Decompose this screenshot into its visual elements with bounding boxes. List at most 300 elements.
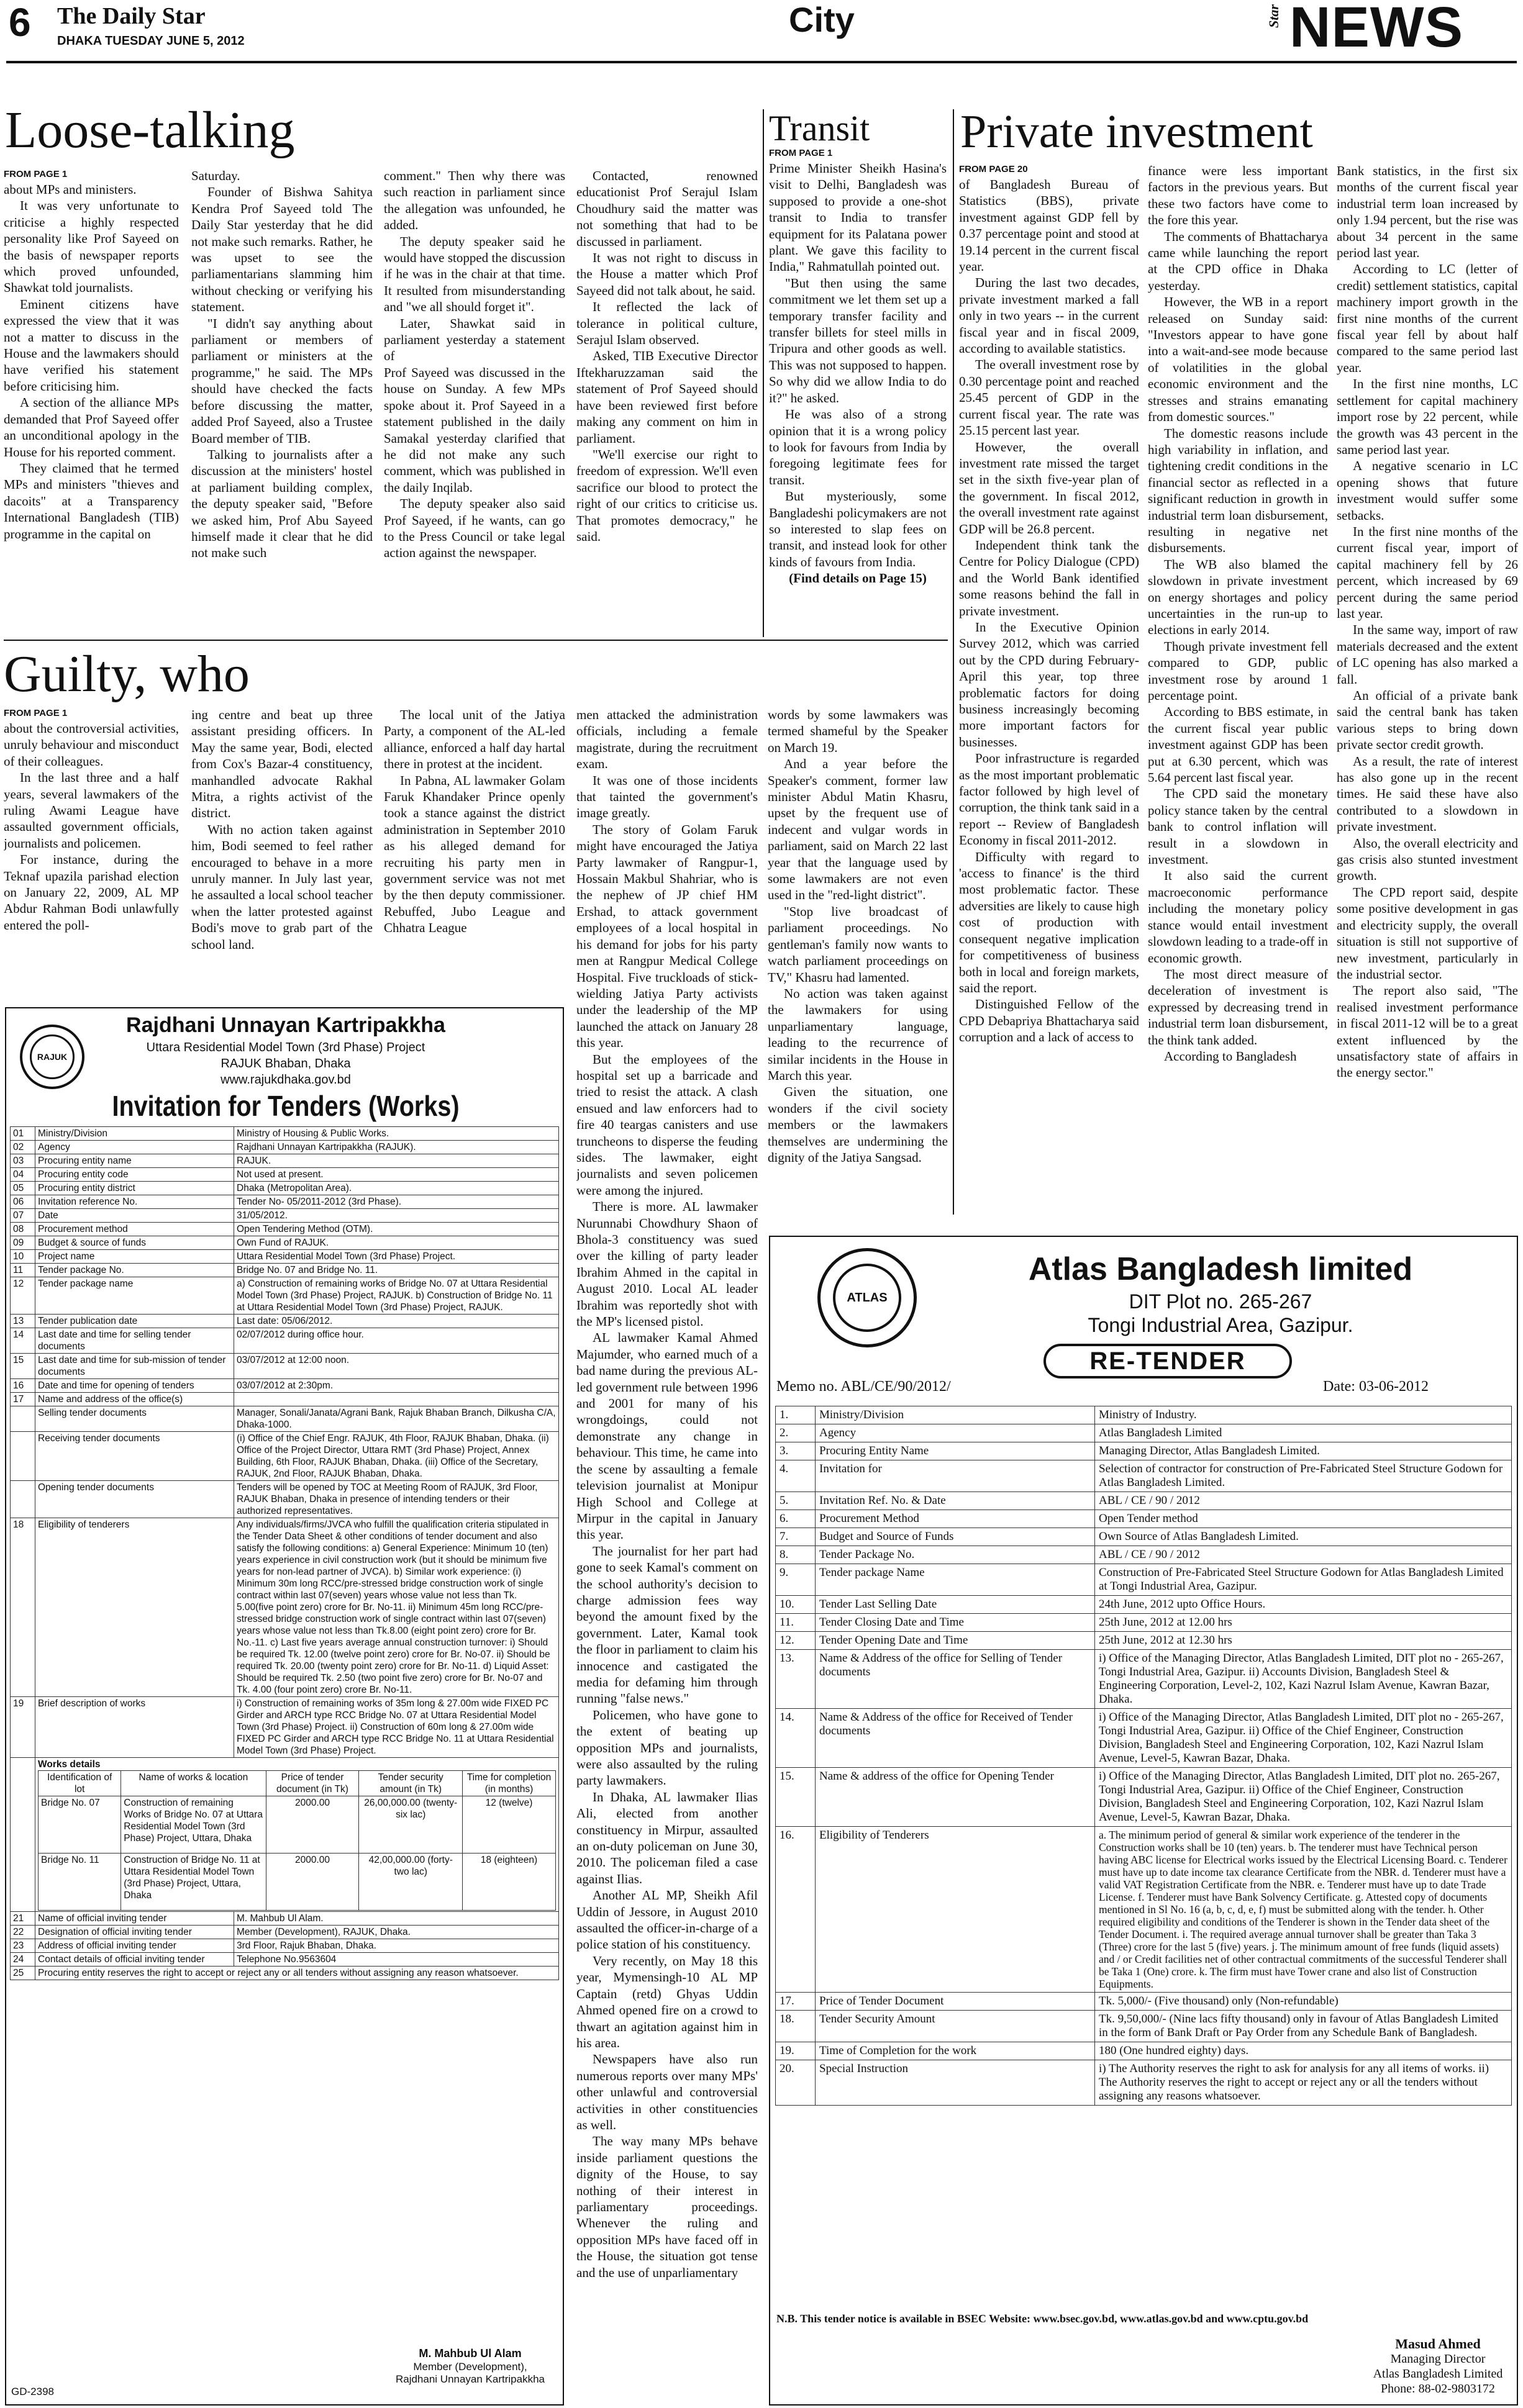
- row-number: 08: [11, 1223, 35, 1236]
- row-value: a. The minimum period of general & similar work experience of the tenderer in the Construction works shall be 10 (ten) years. b. The tenderer must have Technical person having ABC license for Electrical works issued by the Electrical Licensing Board. c. Tenderer must have up to date income tax clearance Certificate from the NBR. d. Tenderer must have a valid VAT Registration Certificate from the NBR. e. Tenderer must have up to date Trade License. f. Tenderer must have Bank Solvency Certificate. g. Attested copy of documents mentioned in Sl No. 16 (a, b, c, d, e, f) must be submitted along with the tender. h. Other required eligibility and conditions of the Tenderer is shown in the Tender data sheet of the Tender Document. i. The required average annual turnover shall be greater than Taka 3 (Three) crore for the last 5 (five) years. j. The minimum amount of free funds (liquid assets) and / or Credit facilities net of other contractual commitments of the successful Tenderer shall be Taka 1 (One) crore. k. The firm must have Tower crane and also list of Construction Equipments.: [1095, 1827, 1512, 1993]
- rajuk-title: Invitation for Tenders (Works): [112, 1090, 460, 1122]
- works-cell: 18 (eighteen): [463, 1854, 556, 1911]
- transit-p: "But then using the same commitment we let them set up a temporary transfer facility and transfer billets for steel mills in Tripura and other goods as well. This was not supposed to happen. So why did we allow India to do it?" he asked.: [769, 275, 947, 405]
- row-value: Open Tender method: [1095, 1510, 1512, 1528]
- loose-p: Founder of Bishwa Sahitya Kendra Prof Sayeed told The Daily Star yesterday that he did not make such remarks. Rather, he was upset to see the parliamentarians slamming him without checking or verifying his statement.: [191, 184, 373, 315]
- row-label: Last date and time for sub-mission of tender documents: [35, 1354, 234, 1379]
- private-p: In the first nine months, LC settlement for capital machinery import rose by 22 percent, while the growth was 43 percent in the same period last year.: [1337, 376, 1518, 457]
- row-number: 17.: [776, 1993, 816, 2011]
- row-value: 180 (One hundred eighty) days.: [1095, 2042, 1512, 2060]
- row-value: Managing Director, Atlas Bangladesh Limited.: [1095, 1442, 1512, 1460]
- works-header: Identification of lot: [39, 1771, 121, 1796]
- divider: [953, 109, 954, 1215]
- guilty-p: With no action taken against him, Bodi seemed to feel rather encouraged to behave in a more unruly manner. In July last year, he assaulted a local school teacher when the latter protested against Bodi's move to grab part of the school land.: [191, 822, 373, 952]
- table-row: [776, 1528, 1512, 1546]
- row-value: 03/07/2012 at 12:00 noon.: [234, 1354, 559, 1379]
- table-row: [11, 1264, 559, 1277]
- table-row: [11, 1354, 559, 1379]
- row-number: 16.: [776, 1827, 816, 1993]
- private-p: Though private investment fell compared to GDP, public investment rose by around 1 percentage point.: [1148, 638, 1328, 703]
- works-cell: 2000.00: [266, 1854, 359, 1911]
- atlas-tender-ad: [769, 1236, 1518, 2406]
- loose-col-4: [576, 168, 758, 633]
- row-number: 17: [11, 1393, 35, 1406]
- atlas-nb: N.B. This tender notice is available in BSEC Website: www.bsec.gov.bd, www.atlas.gov.bd and www.cptu.gov.bd: [776, 2312, 1309, 2325]
- star-logo: Star: [1265, 4, 1281, 28]
- row-label: Price of Tender Document: [816, 1993, 1095, 2011]
- works-label: Works details: [38, 1759, 101, 1770]
- loose-p: Asked, TIB Executive Director Iftekharuzzaman said the statement of Prof Sayeed should have been reviewed first before making any comment on him in parliament.: [576, 348, 758, 446]
- row-number: 24: [11, 1953, 35, 1967]
- table-row: [11, 1912, 559, 1926]
- row-number: 15.: [776, 1768, 816, 1827]
- row-value: 3rd Floor, Rajuk Bhaban, Dhaka.: [234, 1939, 559, 1953]
- private-p: Also, the overall electricity and gas crisis also stunted investment growth.: [1337, 835, 1518, 884]
- rajuk-project: Uttara Residential Model Town (3rd Phase) Project: [146, 1041, 425, 1054]
- table-row: [11, 1926, 559, 1939]
- loose-p: The deputy speaker said he would have stopped the discussion if he was in the chair at that time. It resulted from misunderstanding and "we all should forget it".: [384, 233, 565, 315]
- loose-p: Later, Shawkat said in parliament yesterday a statement of: [384, 315, 565, 364]
- loose-p: Talking to journalists after a discussion at the ministers' hostel at parliament building complex, the deputy speaker said, "Before we asked him, Prof Abu Sayeed himself made it clear that he did not make such: [191, 446, 373, 561]
- row-value: 24th June, 2012 upto Office Hours.: [1095, 1596, 1512, 1614]
- row-number: 25: [11, 1967, 35, 1980]
- headline-guilty-who: Guilty, who: [4, 645, 250, 703]
- rajuk-org: Rajdhani Unnayan Kartripakkha: [126, 1013, 445, 1037]
- row-number: 6.: [776, 1510, 816, 1528]
- rajuk-logo-text: RAJUK: [30, 1034, 75, 1079]
- row-value: a) Construction of remaining works of Bridge No. 07 at Uttara Residential Model Town (3rd Phase) Project, RAJUK. b) Construction of Bridge No. 11 at Uttara Residential Model Town (3rd Phase) Project, RAJUK.: [234, 1277, 559, 1315]
- row-label: Contact details of official inviting tender: [35, 1953, 234, 1967]
- private-p: The comments of Bhattacharya came while launching the report at the CPD office in Dhaka yesterday.: [1148, 229, 1328, 293]
- table-row: [39, 1796, 556, 1854]
- row-number: 16: [11, 1379, 35, 1393]
- row-value: ABL / CE / 90 / 2012: [1095, 1492, 1512, 1510]
- rajuk-web[interactable]: www.rajukdhaka.gov.bd: [220, 1073, 351, 1087]
- private-p: During the last two decades, private investment marked a fall only in two years -- in the current fiscal year and in fiscal 2009, according to available statistics.: [959, 275, 1139, 356]
- row-value: 31/05/2012.: [234, 1209, 559, 1223]
- atlas-address-2: Tongi Industrial Area, Gazipur.: [1088, 1314, 1353, 1336]
- row-label: Tender Package No.: [816, 1546, 1095, 1564]
- table-row: [11, 1393, 559, 1406]
- private-p: Difficulty with regard to 'access to finance' is the third most problematic factor. These adversities are likely to cause high cost of production with consequent negative implication for competitiveness of business both in local and foreign markets, said the report.: [959, 849, 1139, 995]
- guilty-p: men attacked the administration officials, including a female magistrate, during the recruitment exam.: [576, 707, 758, 772]
- guilty-p: The local unit of the Jatiya Party, a component of the AL-led alliance, enforced a half day hartal there in protest at the incident.: [384, 707, 565, 772]
- private-p: A negative scenario in LC opening shows that future investment would suffer some setbacks.: [1337, 458, 1518, 523]
- table-row: [776, 2060, 1512, 2106]
- row-number: 18.: [776, 2011, 816, 2042]
- transit-p: He was also of a strong opinion that it is a wrong policy to look for favours from India by foregoing legitimate fees for transit.: [769, 407, 947, 487]
- private-p: As a result, the rate of interest has also gone up in the recent times. He said these have also contributed to a slowdown in private investment.: [1337, 753, 1518, 835]
- table-row: [11, 1328, 559, 1354]
- row-value: Last date: 05/06/2012.: [234, 1315, 559, 1328]
- works-cell: Bridge No. 11: [39, 1854, 121, 1911]
- dateline: DHAKA TUESDAY JUNE 5, 2012: [57, 34, 245, 48]
- table-row: [11, 1406, 559, 1432]
- guilty-p: In Dhaka, AL lawmaker Ilias Ali, elected from another constituency in Mirpur, assaulted an on-duty policeman on June 30, 2010. The policeman filed a case against Ilias.: [576, 1789, 758, 1886]
- guilty-p: Newspapers have also run numerous reports over many MPs' other unlawful and controversial activities in other constituencies as well.: [576, 2052, 758, 2132]
- table-row: [776, 1564, 1512, 1596]
- row-value: Own Fund of RAJUK.: [234, 1236, 559, 1250]
- loose-p: It was very unfortunate to criticise a highly respected personality like Prof Sayeed on the basis of newspaper reports which proved unfounded, Shawkat told journalists.: [4, 198, 179, 296]
- section-right: NEWS: [1289, 0, 1463, 59]
- row-number: 3.: [776, 1442, 816, 1460]
- table-row: [11, 1182, 559, 1195]
- guilty-col-3: [384, 707, 565, 998]
- row-number: 22: [11, 1926, 35, 1939]
- row-value: Construction of Pre-Fabricated Steel Structure Godown for Atlas Bangladesh Limited at Tongi Industrial Area, Gazipur.: [1095, 1564, 1512, 1596]
- row-label: Tender publication date: [35, 1315, 234, 1328]
- row-number: 01: [11, 1127, 35, 1141]
- row-number: 07: [11, 1209, 35, 1223]
- row-number: 21: [11, 1912, 35, 1926]
- private-p: Poor infrastructure is regarded as the most important problematic factor followed by high level of corruption, the think tank said in a report -- Review of Bangladesh Economy in fiscal 2011-2012.: [959, 751, 1139, 848]
- transit-ref: (Find details on Page 15): [789, 571, 927, 586]
- row-value: Telephone No.9563604: [234, 1953, 559, 1967]
- row-number: 13: [11, 1315, 35, 1328]
- private-p: An official of a private bank said the central bank has taken various steps to bring down private sector credit growth.: [1337, 688, 1518, 753]
- loose-p: It reflected the lack of tolerance in political culture, Serajul Islam observed.: [576, 299, 758, 348]
- row-label: Date: [35, 1209, 234, 1223]
- atlas-table: [775, 1406, 1512, 2106]
- row-label: Tender Opening Date and Time: [816, 1632, 1095, 1650]
- row-label: Brief description of works: [35, 1697, 234, 1758]
- private-p: of Bangladesh Bureau of Statistics (BBS), private investment against GDP fell by 0.37 percentage point and stood at 19.14 percent in the current fiscal year.: [959, 177, 1139, 274]
- row-value: M. Mahbub Ul Alam.: [234, 1912, 559, 1926]
- row-label: Procuring Entity Name: [816, 1442, 1095, 1460]
- table-row: [11, 1697, 559, 1758]
- atlas-date: Date: 03-06-2012: [1323, 1378, 1429, 1395]
- table-row: [776, 1424, 1512, 1442]
- atlas-memo: Memo no. ABL/CE/90/2012/: [776, 1378, 951, 1395]
- re-tender-badge: RE-TENDER: [1043, 1344, 1292, 1378]
- works-table: [38, 1770, 556, 1911]
- row-value: Uttara Residential Model Town (3rd Phase) Project.: [234, 1250, 559, 1264]
- row-value: Member (Development), RAJUK, Dhaka.: [234, 1926, 559, 1939]
- row-number: 06: [11, 1195, 35, 1209]
- row-value: Not used at present.: [234, 1168, 559, 1182]
- atlas-logo: [817, 1248, 917, 1347]
- works-cell: Bridge No. 07: [39, 1796, 121, 1854]
- loose-col-1: [4, 168, 179, 633]
- table-row: [11, 1209, 559, 1223]
- row-label: Procuring entity reserves the right to accept or reject any or all tenders without assigning any reason whatsoever.: [35, 1967, 559, 1980]
- row-label: Tender package No.: [35, 1264, 234, 1277]
- row-number: 7.: [776, 1528, 816, 1546]
- row-label: Procuring entity district: [35, 1182, 234, 1195]
- row-label: Name & address of the office for Opening Tender: [816, 1768, 1095, 1827]
- private-p: It also said the current macroeconomic performance including the monetary policy stance would entail investment slowdown leading to a trade-off in economic growth.: [1148, 868, 1328, 966]
- row-value: Tk. 5,000/- (Five thousand) only (Non-refundable): [1095, 1993, 1512, 2011]
- row-value: RAJUK.: [234, 1154, 559, 1168]
- table-row: [776, 1632, 1512, 1650]
- loose-p: Saturday.: [191, 168, 240, 183]
- table-row: [11, 1379, 559, 1393]
- loose-p: "I didn't say anything about parliament or members of parliament or ministers at the programme," he said. The MPs should have checked the facts before discussing the matter, added Prof Sayeed, also a Trustee Board member of TIB.: [191, 315, 373, 446]
- table-row: [11, 1758, 559, 1912]
- private-p: The most direct measure of deceleration of investment is expressed by decreasing trend in industrial term loan disbursement, the think tank added.: [1148, 966, 1328, 1048]
- row-value: [234, 1393, 559, 1406]
- row-value: Tk. 9,50,000/- (Nine lacs fifty thousand) only in favour of Atlas Bangladesh Limited in the form of Bank Draft or Pay Order from any Schedule Bank of Bangladesh.: [1095, 2011, 1512, 2042]
- private-p: The CPD said the monetary policy stance taken by the central bank to control inflation will result in a slowdown in investment.: [1148, 786, 1328, 867]
- guilty-p: In Pabna, AL lawmaker Golam Faruk Khandaker Prince openly took a stance against the district administration in September 2010 as his alleged demand for recruiting his party men in government service was not met by the then deputy commissioner. Rebuffed, Jubo League and Chhatra League: [384, 772, 565, 936]
- row-label: Address of official inviting tender: [35, 1939, 234, 1953]
- row-number: 10.: [776, 1596, 816, 1614]
- row-number: 11: [11, 1264, 35, 1277]
- private-col-1: [959, 163, 1139, 1212]
- guilty-p: Policemen, who have gone to the extent of beating up opposition MPs and journalists, were also assaulted by the ruling party lawmakers.: [576, 1707, 758, 1788]
- table-row: [11, 1432, 559, 1481]
- row-label: Last date and time for selling tender documents: [35, 1328, 234, 1354]
- works-header: Price of tender document (in Tk): [266, 1771, 359, 1796]
- atlas-signer: Masud Ahmed: [1395, 2336, 1481, 2351]
- rajuk-signer-org: Rajdhani Unnayan Kartripakkha: [395, 2373, 545, 2385]
- row-number: 19: [11, 1697, 35, 1758]
- private-col-3: [1337, 163, 1518, 1212]
- guilty-p: Given the situation, one wonders if the civil society members or the lawmakers themselves are undermining the dignity of the Jatiya Sangsad.: [768, 1084, 948, 1165]
- headline-private-investment: Private investment: [960, 106, 1313, 158]
- row-label: Name of official inviting tender: [35, 1912, 234, 1926]
- works-header: Name of works & location: [121, 1771, 266, 1796]
- row-label: Name & Address of the office for Selling of Tender documents: [816, 1650, 1095, 1709]
- row-label: Opening tender documents: [35, 1481, 234, 1518]
- table-row: [11, 1250, 559, 1264]
- row-number: 19.: [776, 2042, 816, 2060]
- section-rule: [4, 640, 948, 641]
- row-number: 8.: [776, 1546, 816, 1564]
- row-number: 10: [11, 1250, 35, 1264]
- row-label: Date and time for opening of tenders: [35, 1379, 234, 1393]
- table-row: [11, 1127, 559, 1141]
- table-row: [776, 2042, 1512, 2060]
- row-label: Agency: [816, 1424, 1095, 1442]
- rajuk-signer: M. Mahbub Ul Alam: [419, 2347, 522, 2360]
- private-p: The CPD report said, despite some positive development in gas and electricity supply, the overall situation is still not supportive of new investment, particularly in the industrial sector.: [1337, 884, 1518, 982]
- row-label: Project name: [35, 1250, 234, 1264]
- guilty-p: about the controversial activities, unruly behaviour and misconduct of their colleagues.: [4, 721, 179, 769]
- row-value: Own Source of Atlas Bangladesh Limited.: [1095, 1528, 1512, 1546]
- row-number: 15: [11, 1354, 35, 1379]
- paper-name: The Daily Star: [57, 3, 206, 29]
- loose-p: Eminent citizens have expressed the view that it was not a matter to discuss in the House and the lawmakers should have verified his statement before criticising him.: [4, 296, 179, 394]
- loose-p: A section of the alliance MPs demanded that Prof Sayeed offer an unconditional apology in the House for his reported comment.: [4, 395, 179, 459]
- row-value: i) Construction of remaining works of 35m long & 27.00m wide FIXED PC Girder and ARCH type RCC Bridge No. 07 at Uttara Residential Model Town (3rd Phase) Project. ii) Construction of 60m long & 27.00m wide FIXED PC Girder and ARCH type RCC Bridge No. 11 at Uttara Residential Model Town (3rd Phase) Project.: [234, 1697, 559, 1758]
- rajuk-gd-code: GD-2398: [11, 2386, 54, 2397]
- rajuk-table: [10, 1126, 559, 1980]
- private-p: The WB also blamed the slowdown in private investment on energy shortages and policy uncertainties in the run-up to elections in early 2014.: [1148, 556, 1328, 638]
- row-label: Eligibility of Tenderers: [816, 1827, 1095, 1993]
- row-value: Atlas Bangladesh Limited: [1095, 1424, 1512, 1442]
- row-label: Special Instruction: [816, 2060, 1095, 2106]
- table-row: [776, 1460, 1512, 1492]
- rajuk-signer-title: Member (Development),: [413, 2361, 527, 2373]
- private-col-2: [1148, 163, 1328, 1212]
- row-label: Budget & source of funds: [35, 1236, 234, 1250]
- row-number: 13.: [776, 1650, 816, 1709]
- row-label: Tender Last Selling Date: [816, 1596, 1095, 1614]
- table-row: [39, 1771, 556, 1796]
- transit-col: [769, 147, 947, 631]
- row-label: Designation of official inviting tender: [35, 1926, 234, 1939]
- works-cell: 2000.00: [266, 1796, 359, 1854]
- row-value: Tenders will be opened by TOC at Meeting Room of RAJUK, 3rd Floor, RAJUK Bhaban, Dhaka in presence of intending tenders or their authorized representatives.: [234, 1481, 559, 1518]
- transit-p: But mysteriously, some Bangladeshi policymakers are not so interested to slap fees on transit, and instead look for other kinds of favours from India.: [769, 489, 947, 569]
- guilty-p: And a year before the Speaker's comment, former law minister Abdul Matin Khasru, upset by the frequent use of indecent and vulgar words in parliament, said on March 22 last year that the language used by some lawmakers are not even used in the "red-light district".: [768, 756, 948, 903]
- row-value: 03/07/2012 at 2:30pm.: [234, 1379, 559, 1393]
- row-label: Eligibility of tenderers: [35, 1518, 234, 1697]
- row-number: 02: [11, 1141, 35, 1154]
- table-row: [11, 1141, 559, 1154]
- row-number: 11.: [776, 1614, 816, 1632]
- guilty-p: It was one of those incidents that tainted the government's image greatly.: [576, 772, 758, 821]
- atlas-signer-org: Atlas Bangladesh Limited: [1373, 2367, 1503, 2381]
- guilty-p: ing centre and beat up three assistant presiding officers. In May the same year, Bodi, elected from Cox's Bazar-4 constituency, manhandled advocate Rakhal Mitra, a rights activist of the district.: [191, 707, 373, 821]
- row-number: 1.: [776, 1406, 816, 1424]
- table-row: [776, 1768, 1512, 1827]
- row-value: Dhaka (Metropolitan Area).: [234, 1182, 559, 1195]
- row-label: Selling tender documents: [35, 1406, 234, 1432]
- loose-col-3: [384, 168, 565, 633]
- row-label: Invitation for: [816, 1460, 1095, 1492]
- row-number: 23: [11, 1939, 35, 1953]
- row-value: Ministry of Housing & Public Works.: [234, 1127, 559, 1141]
- row-number: 14.: [776, 1709, 816, 1768]
- guilty-p: But the employees of the hospital set up a barricade and tried to resist the attack. A clash ensued and law enforcers had to fire 40 teargas canisters and use truncheons to disperse the feuding sides. The lawmaker, eight journalists and seven policemen were among the injured.: [576, 1051, 758, 1198]
- row-label: Receiving tender documents: [35, 1432, 234, 1481]
- row-label: Tender package Name: [816, 1564, 1095, 1596]
- works-cell: Construction of remaining Works of Bridge No. 07 at Uttara Residential Model Town (3rd Phase) Project, Uttara, Dhaka: [121, 1796, 266, 1854]
- masthead-rule: [6, 61, 1517, 63]
- loose-p: The deputy speaker also said Prof Sayeed, if he wants, can go to the Press Council or take legal action against the newspaper.: [384, 496, 565, 561]
- private-p: According to LC (letter of credit) settlement statistics, capital machinery import growth in the first nine months of the current fiscal year fell by about half compared to the same period last year.: [1337, 261, 1518, 375]
- loose-p: comment." Then why there was such reaction in parliament since the allegation was unfounded, he added.: [384, 168, 565, 233]
- row-number: 12: [11, 1277, 35, 1315]
- row-number: 9.: [776, 1564, 816, 1596]
- atlas-phone: Phone: 88-02-9803172: [1381, 2382, 1495, 2396]
- row-label: Ministry/Division: [816, 1406, 1095, 1424]
- guilty-p: The story of Golam Faruk might have encouraged the Jatiya Party lawmaker of Rangpur-1, Hossain Makbul Shahriar, who is the nephew of JP chief HM Ershad, to attack government employees of a local hospital in his demand for jobs for his party men at Rangpur Medical College Hospital. Five truckloads of stick-wielding Jatiya Party activists under the leadership of the MP launched the attack on January 28 this year.: [576, 822, 758, 1051]
- works-header: Time for completion (in months): [463, 1771, 556, 1796]
- private-p: However, the overall investment rate missed the target set in the sixth five-year plan of the government. In fiscal 2012, the overall investment rate against GDP will be 26.8 percent.: [959, 439, 1139, 536]
- table-row: [11, 1154, 559, 1168]
- private-p: In the first nine months of the current fiscal year, import of capital machinery fell by 26 percent, which increased by 69 percent during the same period last year.: [1337, 523, 1518, 621]
- row-value: Any individuals/firms/JVCA who fulfill the qualification criteria stipulated in the Tender Data Sheet & other conditions of tender document and also satisfy the following conditions: a) General Experience: Minimum 10 (ten) years experience in civil construction work (but it should be minimum five years for non-lead partner of JVCA). b) Similar work experience: (i) Minimum 30m long RCC/pre-stressed bridge construction work of single contract within last 07(seven) years whose value not less than Tk. 5.00(five point zero) crore for Br. No-11. ii) Minimum 45m long RCC/pre-stressed bridge construction work of single contract within last 07(seven) years whose value not less than Tk.8.00 (eight point zero) crore for Br. No.-11. c) Last five years average annual construction turnover: i) Should be required Tk. 12.00 (twelve point zero) crore for Br. No-07. ii) Should be required Tk. 20.00 (twenty point zero) crore for Br. No-11. d) Liquid Asset: Should be required Tk. 2.50 (two point five zero) crore for Br. No-07 and Tk. 4.00 (four point zero) crore Br. No-11.: [234, 1518, 559, 1697]
- private-p: In the Executive Opinion Survey 2012, which was carried out by the CPD during February-April this year, top three problematic factors for doing business increasingly becoming more important factors for businesses.: [959, 619, 1139, 749]
- row-label: Time of Completion for the work: [816, 2042, 1095, 2060]
- loose-p: about MPs and ministers.: [4, 182, 137, 197]
- works-header: Tender security amount (in Tk): [359, 1771, 463, 1796]
- works-cell: Construction of Bridge No. 11 at Uttara Residential Model Town (3rd Phase) Project, Uttara, Dhaka: [121, 1854, 266, 1911]
- table-row: [776, 1442, 1512, 1460]
- table-row: [776, 1596, 1512, 1614]
- table-row: [776, 1709, 1512, 1768]
- table-row: [776, 1993, 1512, 2011]
- guilty-p: The way many MPs behave inside parliament questions the dignity of the House, to say nothing of their interest in parliamentary proceedings. Whenever the ruling and opposition MPs have faced off in the House, the situation got tense and the use of unparliamentary: [576, 2134, 758, 2280]
- row-label: Ministry/Division: [35, 1127, 234, 1141]
- row-value: 25th June, 2012 at 12.30 hrs: [1095, 1632, 1512, 1650]
- table-row: [776, 1406, 1512, 1424]
- row-label: Procuring entity name: [35, 1154, 234, 1168]
- headline-loose-talking: Loose-talking: [5, 101, 295, 159]
- row-number: 4.: [776, 1460, 816, 1492]
- table-row: [776, 1492, 1512, 1510]
- row-number: 05: [11, 1182, 35, 1195]
- private-p: Bank statistics, in the first six months of the current fiscal year industrial term loan increased by only 1.94 percent, but the rise was about 34 percent in the same period last year.: [1337, 163, 1518, 261]
- works-details-cell: [35, 1758, 559, 1912]
- row-label: Name & Address of the office for Received of Tender documents: [816, 1709, 1095, 1768]
- row-number: 18: [11, 1518, 35, 1697]
- table-row: [11, 1953, 559, 1967]
- table-row: [776, 1650, 1512, 1709]
- row-value: Ministry of Industry.: [1095, 1406, 1512, 1424]
- row-value: i) Office of the Managing Director, Atlas Bangladesh Limited, DIT plot no. 265-267, Tongi Industrial Area, Gazipur. ii) Office of the Chief Engineer, Construction Division, Bangladesh Steel and Engineering Corporation, 102, Kazi Nazrul Islam Avenue, Level-5, Kawran Bazar, Dhaka.: [1095, 1768, 1512, 1827]
- rajuk-tender-ad: [5, 1007, 564, 2406]
- row-number: [11, 1406, 35, 1432]
- row-value: ABL / CE / 90 / 2012: [1095, 1546, 1512, 1564]
- works-cell: 26,00,000.00 (twenty-six lac): [359, 1796, 463, 1854]
- row-number: 09: [11, 1236, 35, 1250]
- works-cell: 42,00,000.00 (forty-two lac): [359, 1854, 463, 1911]
- guilty-p: In the last three and a half years, several lawmakers of the ruling Awami League have assaulted government officials, journalists and policemen.: [4, 770, 179, 851]
- guilty-p: "Stop live broadcast of parliament proceedings. No gentleman's family now wants to watch parliament proceedings on TV," Khasru had lamented.: [768, 903, 948, 985]
- table-row: [776, 1614, 1512, 1632]
- row-number: [11, 1432, 35, 1481]
- guilty-p: There is more. AL lawmaker Nurunnabi Chowdhury Shaon of Bhola-3 constituency was sued over the killing of party leader Ibrahim Ahmed in the capital in August 2010. Local AL leader Ibrahim was reportedly shot with the MP's licensed pistol.: [576, 1199, 758, 1329]
- guilty-p: For instance, during the Teknaf upazila parishad election on January 22, 2009, AL MP Abdur Rahman Bodi unlawfully entered the poll-: [4, 852, 179, 933]
- row-number: 03: [11, 1154, 35, 1168]
- row-label: Tender Security Amount: [816, 2011, 1095, 2042]
- row-number: 04: [11, 1168, 35, 1182]
- guilty-p: The journalist for her part had gone to seek Kamal's comment on the school authority's decision to charge admission fees way beyond the amount fixed by the government. Later, Kamal took the floor in parliament to claim his innocence and castigated the media for defaming him through running "false news.": [576, 1543, 758, 1706]
- table-row: [776, 2011, 1512, 2042]
- divider: [763, 109, 764, 637]
- page-number: 6: [9, 0, 31, 45]
- row-value: i) Office of the Managing Director, Atlas Bangladesh Limited, DIT plot no - 265-267, Tongi Industrial Area, Gazipur. ii) Accounts Division, Bangladesh Steel & Engineering Corporation, Level-2, 102, Kazi Nazrul Islam Avenue, Kawran Bazar, Dhaka.: [1095, 1650, 1512, 1709]
- row-number: 14: [11, 1328, 35, 1354]
- rajuk-address: RAJUK Bhaban, Dhaka: [220, 1057, 351, 1070]
- row-label: Tender package name: [35, 1277, 234, 1315]
- loose-p: It was not right to discuss in the House a matter which Prof Sayeed did not talk about, he said.: [576, 250, 758, 298]
- row-label: Invitation reference No.: [35, 1195, 234, 1209]
- table-row: [11, 1518, 559, 1697]
- loose-p: "We'll exercise our right to freedom of expression. We'll even sacrifice our blood to protect the right of our critics to criticise us. That promotes democracy," he said.: [576, 446, 758, 544]
- row-label: Tender Closing Date and Time: [816, 1614, 1095, 1632]
- table-row: [11, 1939, 559, 1953]
- row-value: i) Office of the Managing Director, Atlas Bangladesh Limited, DIT plot no - 265-267, Tongi Industrial Area, Gazipur. ii) Office of the Chief Engineer, Construction Division, Bangladesh Steel and Engineering Corporation, 102, Kazi Nazrul Islam Avenue, Level-5, Kawran Bazar, Dhaka.: [1095, 1709, 1512, 1768]
- masthead: [0, 0, 1523, 62]
- row-value: (i) Office of the Chief Engr. RAJUK, 4th Floor, RAJUK Bhaban, Dhaka. (ii) Office of the Project Director, Uttara RMT (3rd Phase) Project, Annex Building, 6th Floor, RAJUK Bhaban, Dhaka. (iii) Office of the Secretary, RAJUK, 2nd Floor, RAJUK Bhaban, Dhaka.: [234, 1432, 559, 1481]
- table-row: [776, 1510, 1512, 1528]
- loose-p: Contacted, renowned educationist Prof Serajul Islam Choudhury said the matter was not something that had to be discussed in parliament.: [576, 168, 758, 249]
- row-label: Procurement method: [35, 1223, 234, 1236]
- row-number: 12.: [776, 1632, 816, 1650]
- table-row: [11, 1277, 559, 1315]
- private-p: The report also said, "The realised investment performance in fiscal 2011-12 will be to a great extent influenced by the unsatisfactory state of affairs in the energy sector.": [1337, 983, 1518, 1080]
- atlas-company: Atlas Bangladesh limited: [1028, 1251, 1413, 1287]
- guilty-col-4: [576, 707, 758, 2408]
- atlas-signer-title: Managing Director: [1390, 2352, 1486, 2366]
- row-number: 2.: [776, 1424, 816, 1442]
- row-label: Procuring entity code: [35, 1168, 234, 1182]
- row-value: 25th June, 2012 at 12.00 hrs: [1095, 1614, 1512, 1632]
- guilty-p: Very recently, on May 18 this year, Mymensingh-10 AL MP Captain (retd) Ghyas Uddin Ahmed opened fire on a crowd to thwart an agitation against him in his area.: [576, 1953, 758, 2050]
- row-value: Tender No- 05/2011-2012 (3rd Phase).: [234, 1195, 559, 1209]
- guilty-col-1: [4, 707, 179, 998]
- guilty-p: Another AL MP, Sheikh Afil Uddin of Jessore, in August 2010 assaulted the officer-in-charge of a police station of his constituency.: [576, 1888, 758, 1952]
- guilty-p: No action was taken against the lawmakers for using unparliamentary language, leading to the recurrence of similar incidents in the House in March this year.: [768, 985, 948, 1083]
- from-page: FROM PAGE 20: [959, 164, 1028, 174]
- row-label: Invitation Ref. No. & Date: [816, 1492, 1095, 1510]
- private-p: Independent think tank the Centre for Policy Dialogue (CPD) and the World Bank identified some reasons behind the fall in private investment.: [959, 537, 1139, 618]
